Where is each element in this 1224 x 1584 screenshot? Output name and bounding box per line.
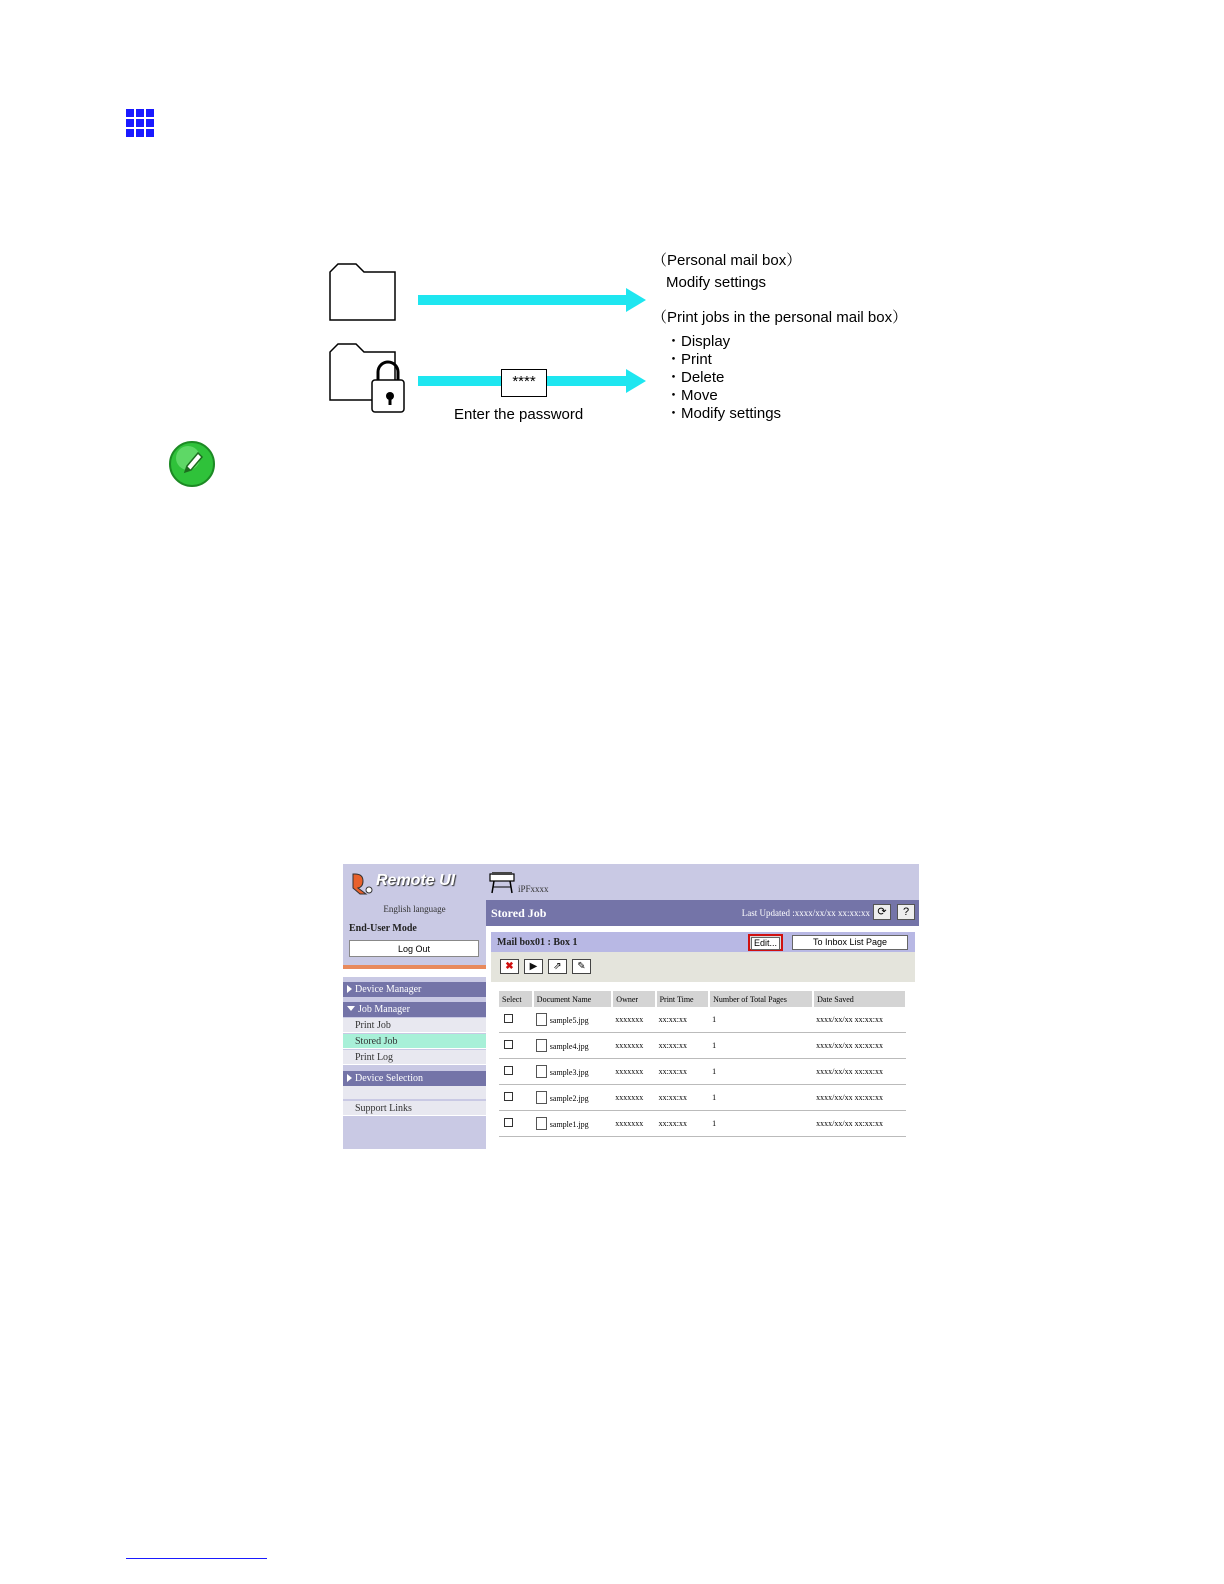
select-checkbox[interactable] [504, 1066, 513, 1075]
nav-label: Device Selection [355, 1073, 424, 1084]
owner-cell: xxxxxxx [612, 1059, 655, 1085]
triangle-down-icon [347, 1006, 355, 1011]
table-row [499, 1007, 906, 1033]
print-time-cell: xx:xx:xx [656, 1033, 710, 1059]
pages-cell: 1 [709, 1059, 813, 1085]
arrow-top [418, 288, 646, 312]
stored-jobs-table [499, 991, 907, 1137]
document-name: sample5.jpg [549, 1016, 589, 1025]
password-caption: Enter the password [454, 406, 584, 423]
user-mode: End-User Mode [349, 923, 417, 934]
date-saved-cell: xxxx/xx/xx xx:xx:xx [813, 1085, 906, 1111]
table-row [499, 1085, 906, 1111]
page-title: Stored Job [491, 906, 547, 920]
document-name: sample2.jpg [549, 1094, 589, 1103]
footer-link-underline[interactable] [126, 1558, 267, 1559]
document-name-cell[interactable] [533, 1059, 613, 1085]
logo-text: Remote UI [376, 872, 456, 889]
owner-cell: xxxxxxx [612, 1033, 655, 1059]
edit-document-icon: ✎ [577, 961, 586, 972]
delete-x-icon: ✖ [505, 961, 514, 972]
job-action-item: ・Print [666, 351, 712, 368]
password-box: **** [501, 369, 547, 397]
nav-item-print-job[interactable]: Print Job [343, 1018, 486, 1033]
last-updated: Last Updated :xxxx/xx/xx xx:xx:xx [741, 908, 870, 918]
triangle-right-icon [347, 1074, 352, 1082]
section-grid-icon [126, 109, 154, 137]
diagram-graphics [320, 240, 920, 440]
document-name: sample3.jpg [549, 1068, 589, 1077]
date-saved-cell: xxxx/xx/xx xx:xx:xx [813, 1111, 906, 1137]
select-checkbox[interactable] [504, 1092, 513, 1101]
nav-job-manager[interactable] [343, 1002, 486, 1017]
column-header: Select [499, 991, 533, 1007]
nav-device-selection[interactable] [343, 1071, 486, 1086]
document-icon [536, 1065, 547, 1078]
column-header: Owner [612, 991, 655, 1007]
print-time-cell: xx:xx:xx [656, 1059, 710, 1085]
document-icon [536, 1117, 547, 1130]
job-action-item: ・Delete [666, 369, 725, 386]
document-icon [536, 1039, 547, 1052]
nav-label: Device Manager [355, 984, 422, 995]
table-header-row [499, 991, 906, 1007]
job-action-item: ・Display [666, 333, 731, 350]
document-name-cell[interactable] [533, 1007, 613, 1033]
document-name-cell[interactable] [533, 1085, 613, 1111]
date-saved-cell: xxxx/xx/xx xx:xx:xx [813, 1059, 906, 1085]
pages-cell: 1 [709, 1007, 813, 1033]
settings-button[interactable] [572, 959, 591, 974]
sidebar [343, 864, 486, 1149]
printer-icon [488, 870, 516, 894]
to-inbox-list-button[interactable]: To Inbox List Page [792, 935, 908, 950]
document-name-cell[interactable] [533, 1033, 613, 1059]
job-action-item: ・Move [666, 387, 718, 404]
print-time-cell: xx:xx:xx [656, 1007, 710, 1033]
printer-name: iPFxxxx [518, 884, 549, 894]
nav-label: Job Manager [358, 1004, 410, 1015]
column-header: Print Time [656, 991, 710, 1007]
page-title-bar [486, 900, 919, 926]
play-icon: ▶ [529, 961, 538, 972]
print-time-cell: xx:xx:xx [656, 1085, 710, 1111]
pages-cell: 1 [709, 1085, 813, 1111]
nav-item-support-links[interactable]: Support Links [343, 1101, 486, 1116]
owner-cell: xxxxxxx [612, 1085, 655, 1111]
table-row [499, 1111, 906, 1137]
move-button[interactable] [548, 959, 567, 974]
mailbox-diagram [320, 240, 920, 440]
mailbox-bar [491, 932, 915, 952]
print-button[interactable] [524, 959, 543, 974]
note-pencil-icon [168, 440, 216, 488]
column-header: Document Name [533, 991, 613, 1007]
mailbox-heading: （Personal mail box） [652, 252, 802, 269]
nav-item-print-log[interactable]: Print Log [343, 1050, 486, 1065]
remote-ui-screenshot [343, 864, 919, 1149]
document-name: sample4.jpg [549, 1042, 589, 1051]
owner-cell: xxxxxxx [612, 1111, 655, 1137]
date-saved-cell: xxxx/xx/xx xx:xx:xx [813, 1007, 906, 1033]
date-saved-cell: xxxx/xx/xx xx:xx:xx [813, 1033, 906, 1059]
logout-button[interactable]: Log Out [349, 940, 479, 957]
mailbox-name: Mail box01 : Box 1 [497, 937, 578, 948]
device-header [486, 864, 919, 900]
table-row [499, 1033, 906, 1059]
mailbox-panel [491, 932, 915, 982]
table-row [499, 1059, 906, 1085]
nav-spacer [343, 1086, 486, 1099]
document-name: sample1.jpg [549, 1120, 589, 1129]
move-document-icon: ⇗ [553, 961, 562, 972]
select-checkbox[interactable] [504, 1014, 513, 1023]
triangle-right-icon [347, 985, 352, 993]
pages-cell: 1 [709, 1033, 813, 1059]
edit-button[interactable] [748, 934, 783, 951]
nav-item-stored-job[interactable]: Stored Job [343, 1034, 486, 1049]
column-header: Date Saved [813, 991, 906, 1007]
column-header: Number of Total Pages [709, 991, 813, 1007]
document-icon [536, 1091, 547, 1104]
sidebar-gap [343, 969, 486, 977]
edit-label: Edit... [751, 937, 780, 950]
refresh-icon: ⟳ [877, 906, 887, 918]
print-time-cell: xx:xx:xx [656, 1111, 710, 1137]
help-button[interactable]: ? [897, 904, 915, 920]
pages-cell: 1 [709, 1111, 813, 1137]
jobs-heading: （Print jobs in the personal mail box） [652, 309, 908, 326]
select-checkbox[interactable] [504, 1118, 513, 1127]
folder-icon [330, 264, 395, 320]
nav-device-manager[interactable] [343, 982, 486, 997]
refresh-button[interactable] [873, 904, 891, 920]
owner-cell: xxxxxxx [612, 1007, 655, 1033]
mailbox-action: Modify settings [666, 274, 767, 291]
job-action-item: ・Modify settings [666, 405, 782, 422]
language-link[interactable]: English language [383, 904, 446, 914]
document-name-cell[interactable] [533, 1111, 613, 1137]
delete-button[interactable] [500, 959, 519, 974]
document-icon [536, 1013, 547, 1026]
select-checkbox[interactable] [504, 1040, 513, 1049]
